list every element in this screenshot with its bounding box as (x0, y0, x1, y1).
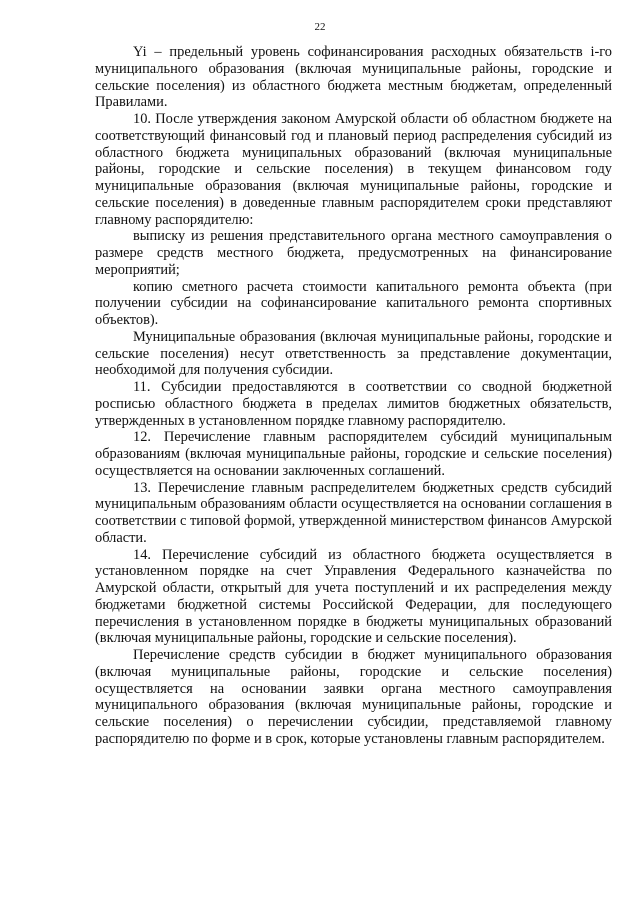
paragraph-transfer-request: Перечисление средств субсидии в бюджет муниципального образования (включая муниципальные районы, городские и сельские поселения) осуществляется на основании заявки органа местного самоуправления муниципального образования (включая муниципальные районы, городские и сельские поселения) о перечислении субсидии, представляемой главному распорядителю по форме и в срок, которые установлены главным распорядителем. (95, 647, 612, 747)
paragraph-10: 10. После утверждения законом Амурской области об областном бюджете на соответствующий финансовый год и плановый период распределения субсидий из областного бюджета муниципальных образований (включая муниципальные районы, городские и сельские поселения) в текущем финансовом году муниципальные образования (включая муниципальные районы, городские и сельские поселения) в доведенные главным распорядителем сроки представляют главному распорядителю: (95, 111, 612, 228)
paragraph-12: 12. Перечисление главным распорядителем субсидий муниципальным образованиям (включая муниципальные районы, городские и сельские поселения) осуществляется на основании заключенных соглашений. (95, 429, 612, 479)
paragraph-13: 13. Перечисление главным распределителем бюджетных средств субсидий муниципальным образованиям области осуществляется на основании соглашения в соответствии с типовой формой, утвержденной министерством финансов Амурской области. (95, 479, 612, 546)
paragraph-10-item-estimate: копию сметного расчета стоимости капитального ремонта объекта (при получении субсидии на софинансирование капитального ремонта спортивных объектов). (95, 278, 612, 328)
paragraph-10-item-extract: выписку из решения представительного органа местного самоуправления о размере средств местного бюджета, предусмотренных на финансирование мероприятий; (95, 228, 612, 278)
paragraph-11: 11. Субсидии предоставляются в соответствии со сводной бюджетной росписью областного бюджета в пределах лимитов бюджетных обязательств, утвержденных в установленном порядке главному распорядителю. (95, 379, 612, 429)
page-number: 22 (314, 21, 326, 33)
paragraph-14: 14. Перечисление субсидий из областного бюджета осуществляется в установленном порядке на счет Управления Федерального казначейства по Амурской области, открытый для учета поступлений и их распределения между бюджетами бюджетной системы Российской Федерации, для последующего перечисления в установленном порядке в бюджеты муниципальных образований (включая муниципальные районы, городские и сельские поселения). (95, 546, 612, 647)
paragraph-responsibility: Муниципальные образования (включая муниципальные районы, городские и сельские поселения) несут ответственность за представление документации, необходимой для получения субсидии. (95, 328, 612, 379)
document-body (95, 44, 612, 748)
paragraph-yi-definition: Yi – предельный уровень софинансирования расходных обязательств i-го муниципального образования (включая муниципальные районы, городские и сельские поселения) из областного бюджета местным бюджетам, определенный Правилами. (95, 44, 612, 111)
